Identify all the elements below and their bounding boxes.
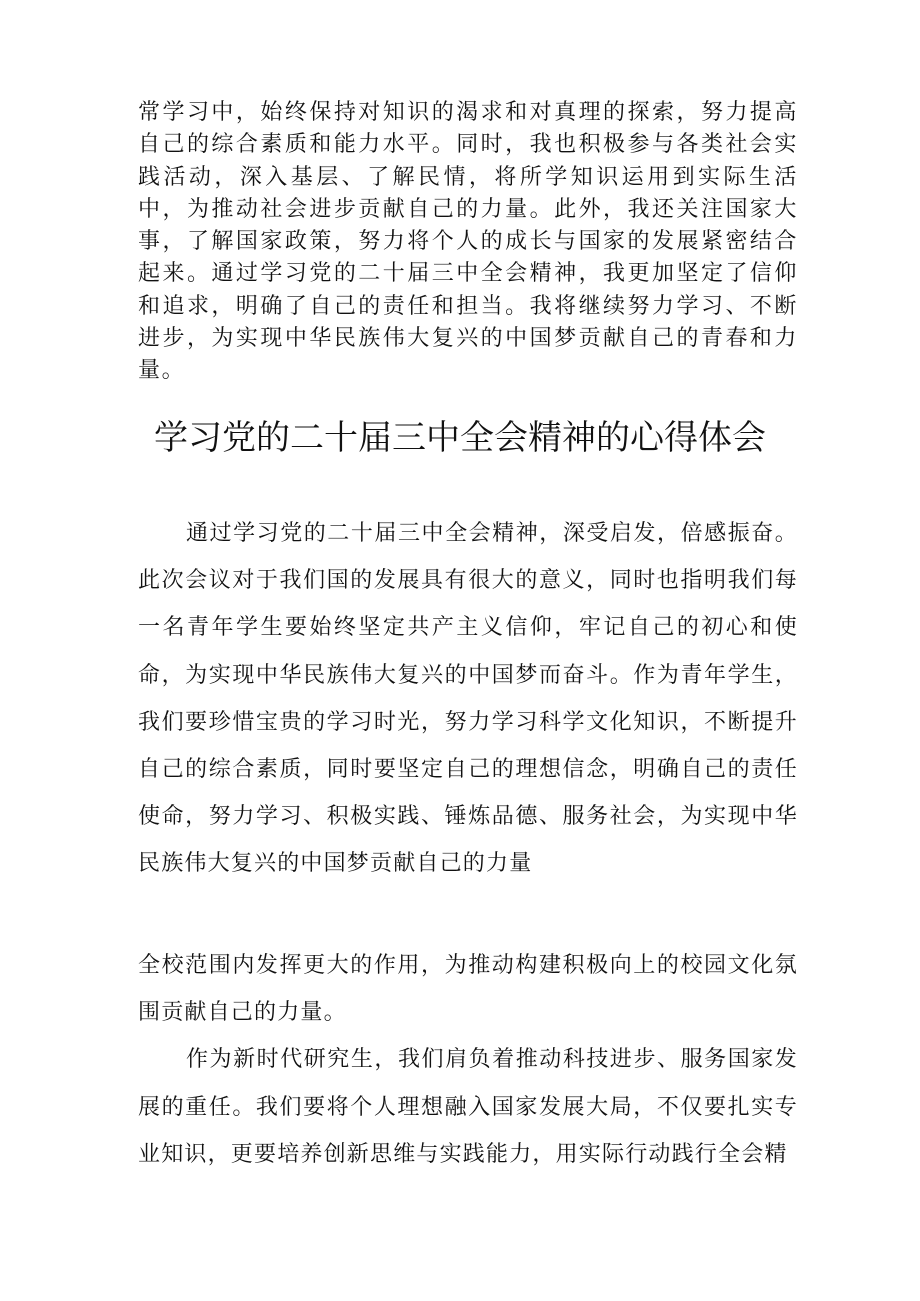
document-title: 学习党的二十届三中全会精神的心得体会 — [154, 418, 766, 458]
paragraph-text: 通过学习党的二十届三中全会精神，深受启发，倍感振奋。此次会议对于我们国的发展具有很大的意义，同时也指明我们每一名青年学生要始终坚定共产主义信仰，牢记自己的初心和使命，为实现中华民族伟大复兴的中国梦而奋斗。作为青年学生，我们要珍惜宝贵的学习时光，努力学习科学文化知识，不断提升自己的综合素质，同时要坚定自己的理想信念，明确自己的责任使命，努力学习、积极实践、锤炼品德、服务社会，为实现中华民族伟大复兴的中国梦贡献自己的力量 — [138, 521, 798, 877]
body-paragraph-continued — [138, 97, 798, 388]
paragraph-text: 常学习中，始终保持对知识的渴求和对真理的探索，努力提高自己的综合素质和能力水平。同时，我也积极参与各类社会实践活动，深入基层、了解民情，将所学知识运用到实际生活中，为推动社会进步贡献自己的力量。此外，我还关注国家大事，了解国家政策，努力将个人的成长与国家的发展紧密结合起来。通过学习党的二十届三中全会精神，我更加坚定了信仰和追求，明确了自己的责任和担当。我将继续努力学习、不断进步，为实现中华民族伟大复兴的中国梦贡献自己的青春和力量。 — [138, 100, 798, 384]
body-paragraphs-lower — [138, 942, 798, 1178]
body-paragraph-intro — [138, 510, 798, 888]
paragraph-text: 全校范围内发挥更大的作用，为推动构建积极向上的校园文化氛围贡献自己的力量。 — [138, 953, 798, 1026]
paragraph-text: 作为新时代研究生，我们肩负着推动科技进步、服务国家发展的重任。我们要将个人理想融入国家发展大局，不仅要扎实专业知识，更要培养创新思维与实践能力，用实际行动践行全会精 — [138, 1047, 798, 1167]
